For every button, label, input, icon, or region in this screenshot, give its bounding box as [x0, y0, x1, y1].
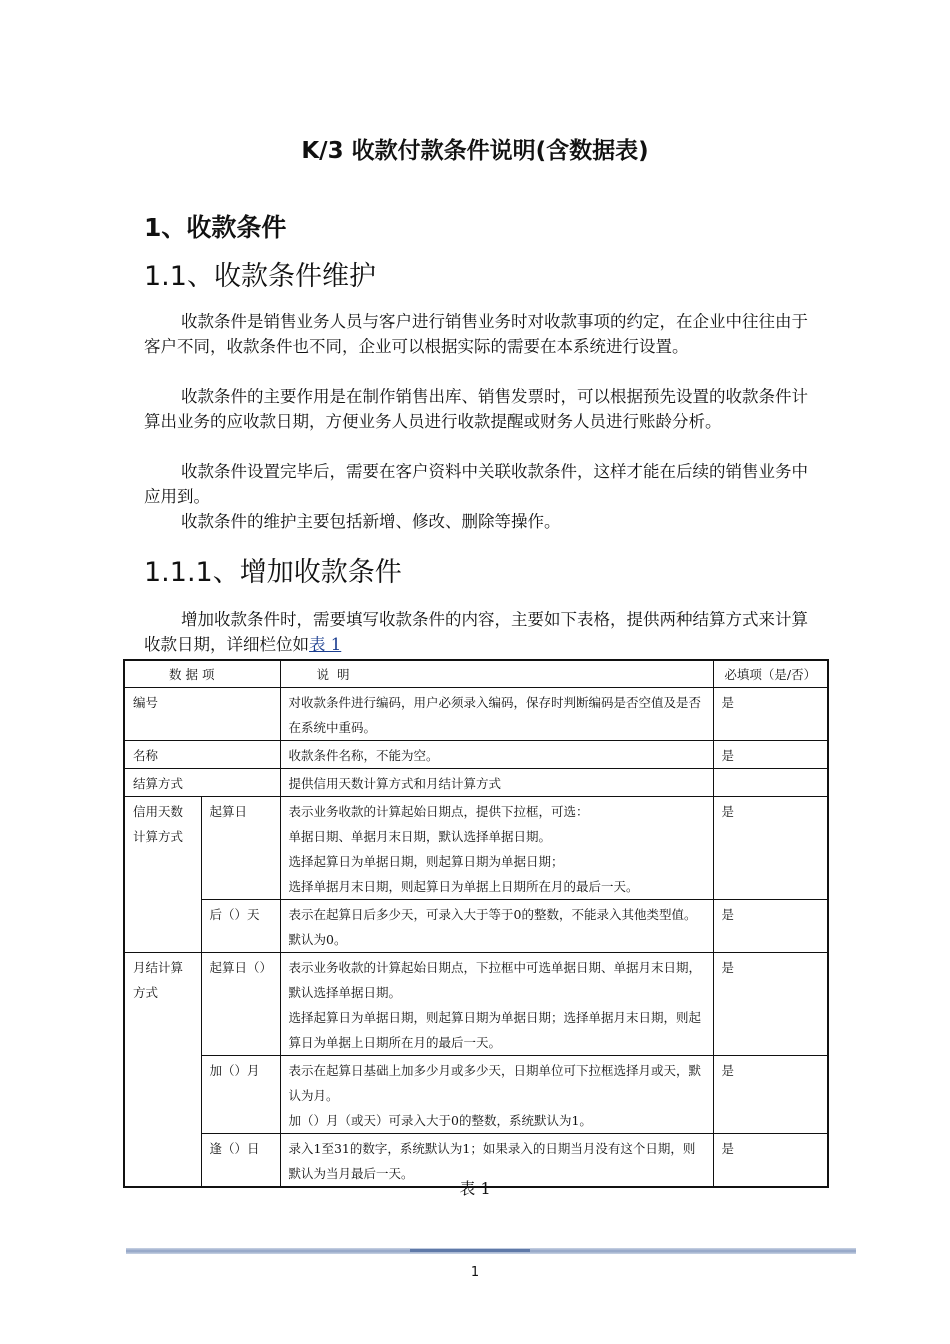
cell-required: 是: [713, 953, 828, 1056]
cell-required: 是: [713, 1056, 828, 1134]
description-line: 表示在起算日基础上加多少月或多少天，日期单位可下拉框选择月或天，默认为月。: [288, 1063, 702, 1103]
description-line: 加（）月（或天）可录入大于0的整数，系统默认为1。: [288, 1113, 592, 1128]
table-header-row: [124, 660, 828, 688]
cell-field: 起算日: [201, 797, 280, 900]
table-row: [124, 741, 828, 769]
cell-field: 起算日（）: [201, 953, 280, 1056]
cell-required: 是: [713, 688, 828, 741]
cell-group: 月结计算方式: [124, 953, 201, 1188]
table-row: [124, 688, 828, 741]
header-description: 说 明: [280, 660, 713, 688]
heading-3: 1.1.1、增加收款条件: [144, 557, 402, 588]
page-number: 1: [470, 1265, 480, 1280]
footer-divider-accent: [410, 1249, 530, 1252]
cell-required: 是: [713, 797, 828, 900]
intro-paragraph: [144, 607, 808, 657]
cell-group: 信用天数计算方式: [124, 797, 201, 953]
paragraph-3: 收款条件设置完毕后，需要在客户资料中关联收款条件，这样才能在后续的销售业务中应用到。: [144, 462, 808, 506]
cell-field: 结算方式: [124, 769, 280, 797]
description-line: 表示业务收款的计算起始日期点，提供下拉框，可选：: [288, 804, 589, 819]
table-row: [124, 1056, 828, 1134]
cell-field: 后（）天: [201, 900, 280, 953]
cell-field: 逢（）日: [201, 1134, 280, 1188]
table-row: [124, 769, 828, 797]
paragraph-4: 收款条件的维护主要包括新增、修改、删除等操作。: [181, 512, 561, 531]
heading-2: 1.1、收款条件维护: [144, 261, 376, 292]
cell-description: 收款条件名称，不能为空。: [280, 741, 713, 769]
cell-required: 是: [713, 1134, 828, 1188]
document-title: K/3 收款付款条件说明(含数据表): [301, 138, 649, 164]
header-required: 必填项（是/否）: [713, 660, 828, 688]
description-line: 单据日期、单据月末日期，默认选择单据日期。: [288, 829, 552, 844]
cell-field: 加（）月: [201, 1056, 280, 1134]
description-line: 表示业务收款的计算起始日期点，下拉框中可选单据日期、单据月末日期，默认选择单据日期。: [288, 960, 702, 1000]
cell-description: 录入1至31的数字，系统默认为1；如果录入的日期当月没有这个日期，则默认为当月最后一天。: [280, 1134, 713, 1188]
cell-description: 对收款条件进行编码，用户必须录入编码，保存时判断编码是否空值及是否在系统中重码。: [280, 688, 713, 741]
cell-description: [280, 953, 713, 1056]
paragraph-2: 收款条件的主要作用是在制作销售出库、销售发票时，可以根据预先设置的收款条件计算出业务的应收款日期，方便业务人员进行收款提醒或财务人员进行账龄分析。: [144, 387, 808, 431]
header-field: 数据项: [124, 660, 280, 688]
cell-required: 是: [713, 900, 828, 953]
paragraph-1: 收款条件是销售业务人员与客户进行销售业务时对收款事项的约定，在企业中往往由于客户不同，收款条件也不同，企业可以根据实际的需要在本系统进行设置。: [144, 312, 808, 356]
cell-description: 表示在起算日后多少天，可录入大于等于0的整数，不能录入其他类型值。默认为0。: [280, 900, 713, 953]
description-line: 选择起算日为单据日期，则起算日期为单据日期；: [288, 854, 564, 869]
cell-description: 提供信用天数计算方式和月结计算方式: [280, 769, 713, 797]
cell-required: 是: [713, 741, 828, 769]
table-caption: 表 1: [459, 1179, 491, 1198]
description-line: 选择起算日为单据日期，则起算日期为单据日期；选择单据月末日期，则起算日为单据上日期所在月的最后一天。: [288, 1010, 702, 1050]
cell-description: [280, 797, 713, 900]
cell-field: 编号: [124, 688, 280, 741]
payment-terms-table: [123, 659, 829, 1188]
table-row: [124, 797, 828, 900]
cell-description: [280, 1056, 713, 1134]
heading-1: 1、收款条件: [144, 213, 287, 242]
table-row: [124, 900, 828, 953]
description-line: 选择单据月末日期，则起算日为单据上日期所在月的最后一天。: [288, 879, 639, 894]
table-reference-link[interactable]: 表 1: [309, 635, 342, 654]
intro-text: 增加收款条件时，需要填写收款条件的内容，主要如下表格，提供两种结算方式来计算收款日期，详细栏位如: [144, 610, 808, 654]
cell-required: [713, 769, 828, 797]
table-row: [124, 953, 828, 1056]
cell-field: 名称: [124, 741, 280, 769]
